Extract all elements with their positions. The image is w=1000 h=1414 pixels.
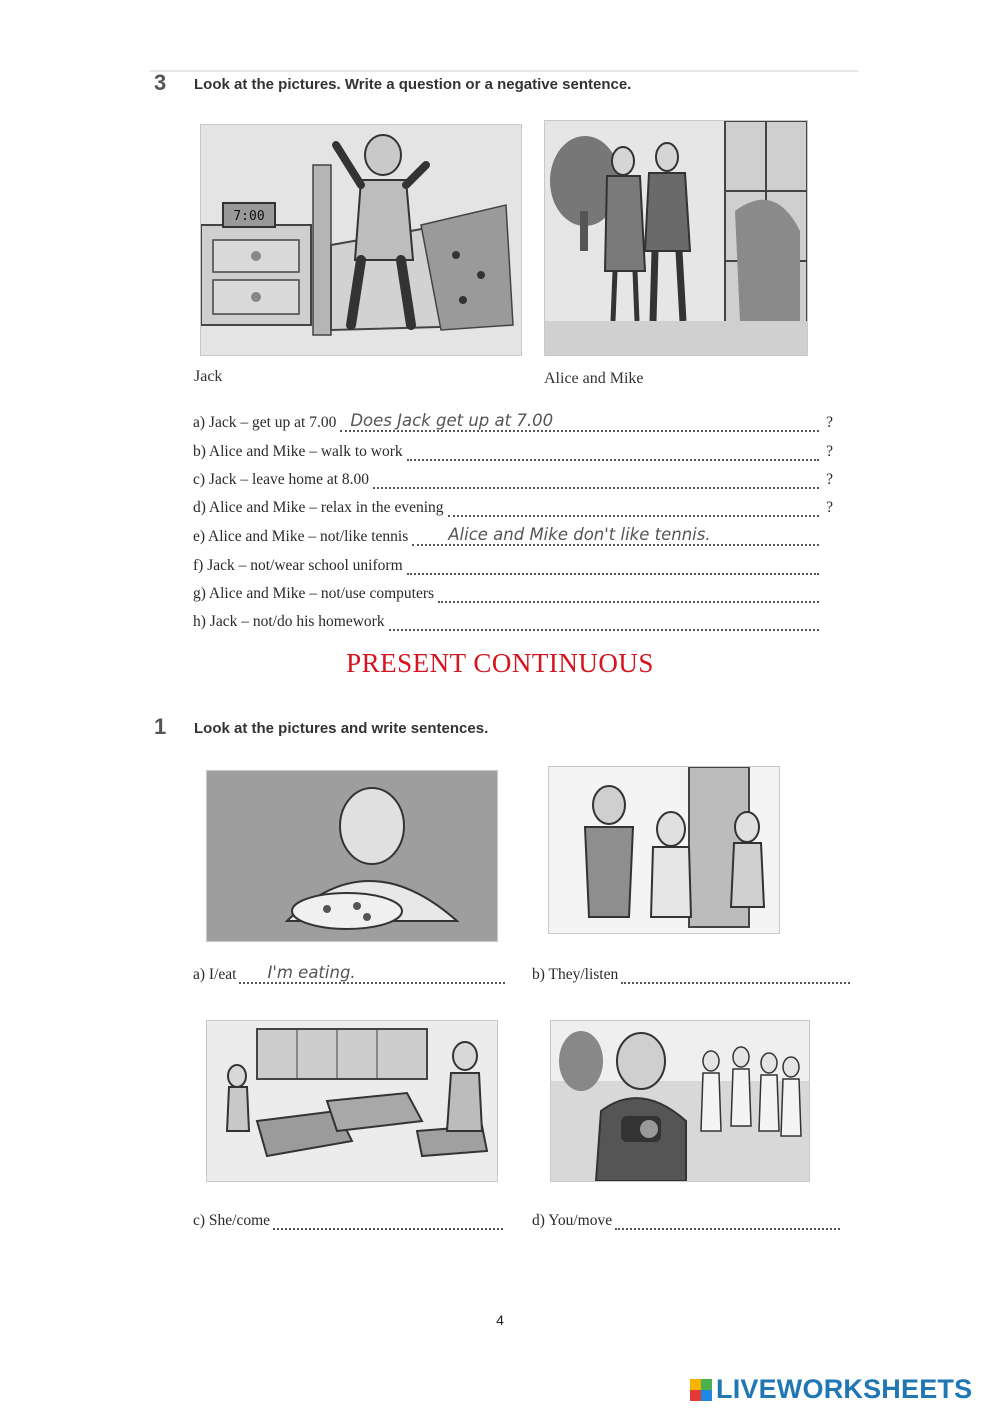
item-prompt: g) Alice and Mike – not/use computers bbox=[193, 585, 435, 602]
jack-illustration bbox=[201, 125, 521, 355]
item-prompt: c) She/come bbox=[193, 1212, 271, 1229]
answer-field-f[interactable] bbox=[407, 553, 819, 575]
exercise-1-item-c bbox=[193, 1206, 503, 1230]
item-prompt: d) Alice and Mike – relax in the evening bbox=[193, 499, 444, 516]
answer-field-1a[interactable] bbox=[239, 962, 505, 984]
answer-field-h[interactable] bbox=[389, 609, 819, 631]
alice-and-mike-caption: Alice and Mike bbox=[544, 370, 644, 387]
item-prompt: a) I/eat bbox=[193, 966, 237, 983]
answer-field-c[interactable] bbox=[373, 467, 819, 489]
exercise-3-item-a bbox=[193, 408, 833, 432]
alice-and-mike-illustration bbox=[545, 121, 807, 355]
exercise-1-item-d bbox=[532, 1206, 840, 1230]
mike bbox=[656, 143, 678, 171]
question-mark: ? bbox=[826, 499, 833, 516]
girl-two bbox=[735, 812, 759, 842]
answer-field-1d[interactable] bbox=[615, 1208, 840, 1230]
item-prompt: c) Jack – leave home at 8.00 bbox=[193, 471, 370, 488]
board bbox=[257, 1029, 427, 1079]
boy bbox=[453, 1042, 477, 1070]
item-prompt: f) Jack – not/wear school uniform bbox=[193, 557, 403, 574]
woman bbox=[593, 786, 625, 824]
item-prompt: d) You/move bbox=[532, 1212, 613, 1229]
logo-square-red bbox=[690, 1390, 701, 1401]
eating-illustration bbox=[207, 771, 497, 941]
liveworksheets-brand[interactable] bbox=[690, 1374, 972, 1405]
answer-field-b[interactable] bbox=[407, 439, 819, 461]
question-mark: ? bbox=[826, 471, 833, 488]
answer-text: Does Jack get up at 7.00 bbox=[350, 411, 554, 430]
svg-text:7:00: 7:00 bbox=[233, 209, 265, 224]
listening-illustration bbox=[549, 767, 779, 933]
exercise-3-number: 3 bbox=[154, 70, 167, 95]
answer-field-g[interactable] bbox=[438, 581, 819, 603]
answer-field-d[interactable] bbox=[448, 495, 819, 517]
tree bbox=[559, 1031, 603, 1091]
item-prompt: a) Jack – get up at 7.00 bbox=[193, 414, 337, 431]
jack-head bbox=[365, 135, 401, 175]
logo-square-yellow bbox=[690, 1379, 701, 1390]
item-prompt: e) Alice and Mike – not/like tennis bbox=[193, 528, 409, 545]
exercise-3-item-e bbox=[193, 522, 833, 546]
classroom-picture bbox=[206, 1020, 498, 1182]
exercise-1-item-a bbox=[193, 960, 505, 984]
jack-picture bbox=[200, 124, 522, 356]
exercise-3-item-f bbox=[193, 551, 833, 575]
item-prompt: b) They/listen bbox=[532, 966, 619, 983]
exercise-1-item-b bbox=[532, 960, 850, 984]
top-rule bbox=[150, 70, 858, 72]
item-prompt: h) Jack – not/do his homework bbox=[193, 613, 385, 630]
answer-field-a[interactable] bbox=[340, 410, 819, 432]
logo-square-blue bbox=[701, 1390, 712, 1401]
moving-illustration bbox=[551, 1021, 809, 1181]
exercise-3-item-d bbox=[193, 493, 833, 517]
answer-field-1c[interactable] bbox=[273, 1208, 503, 1230]
boy-head bbox=[340, 788, 404, 864]
liveworksheets-wordmark: LIVEWORKSHEETS bbox=[716, 1374, 973, 1404]
man-head bbox=[617, 1033, 665, 1089]
exercise-1-instruction: Look at the pictures and write sentences. bbox=[194, 720, 489, 737]
eating-picture bbox=[206, 770, 498, 942]
girl-one bbox=[657, 812, 685, 846]
alice-and-mike-picture bbox=[544, 120, 808, 356]
page-number: 4 bbox=[496, 1312, 504, 1328]
jack-pyjamas bbox=[355, 180, 413, 260]
answer-text: Alice and Mike don't like tennis. bbox=[448, 525, 711, 544]
answer-field-e[interactable] bbox=[412, 524, 819, 546]
jack-caption: Jack bbox=[194, 368, 223, 385]
exercise-3-item-h bbox=[193, 607, 833, 631]
exercise-3-item-c bbox=[193, 465, 833, 489]
classroom-illustration bbox=[207, 1021, 497, 1181]
exercise-1-number: 1 bbox=[154, 714, 167, 739]
answer-field-1b[interactable] bbox=[621, 962, 850, 984]
pizza bbox=[292, 893, 402, 929]
moving-picture bbox=[550, 1020, 810, 1182]
listening-picture bbox=[548, 766, 780, 934]
liveworksheets-logo-icon bbox=[690, 1379, 712, 1401]
girl bbox=[228, 1065, 246, 1087]
item-prompt: b) Alice and Mike – walk to work bbox=[193, 443, 403, 460]
exercise-3-item-g bbox=[193, 579, 833, 603]
question-mark: ? bbox=[826, 443, 833, 460]
section-title: PRESENT CONTINUOUS bbox=[346, 648, 654, 678]
exercise-3-instruction: Look at the pictures. Write a question or a negative sentence. bbox=[194, 76, 632, 93]
logo-square-green bbox=[701, 1379, 712, 1390]
question-mark: ? bbox=[826, 414, 833, 431]
answer-text: I'm eating. bbox=[267, 963, 356, 982]
exercise-3-item-b bbox=[193, 437, 833, 461]
alice bbox=[612, 147, 634, 175]
